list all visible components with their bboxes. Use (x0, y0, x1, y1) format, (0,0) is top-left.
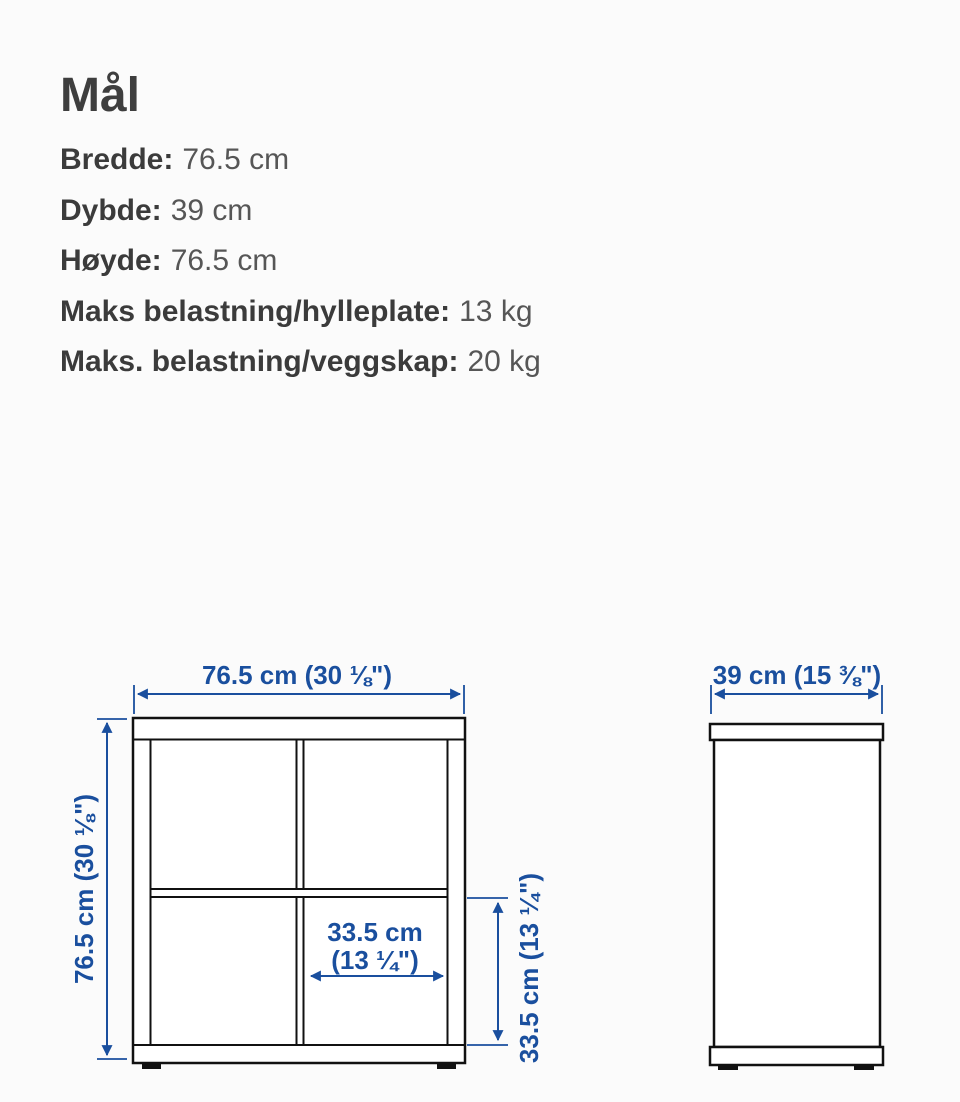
spec-value: 20 kg (467, 345, 541, 378)
inner-height-label: 33.5 cm (13 ¼") (514, 872, 544, 1064)
front-height-dimension (69, 719, 127, 1059)
side-top-panel (710, 724, 883, 740)
side-plinth (710, 1047, 883, 1065)
spec-label: Dybde: (60, 193, 162, 227)
spec-value: 13 kg (459, 294, 533, 328)
front-left-foot (142, 1063, 161, 1069)
page-title: Mål (60, 69, 141, 123)
spec-label: Bredde: (60, 143, 174, 176)
front-width-dimension (134, 660, 464, 714)
front-outer-frame (133, 718, 465, 1063)
spec-value: 76.5 cm (170, 244, 278, 277)
inner-height-dimension (467, 873, 544, 1063)
inner-width-label-line1: 33.5 cm (327, 917, 423, 947)
spec-value: 76.5 cm (182, 143, 290, 176)
spec-label: Maks. belastning/veggskap: (60, 345, 459, 378)
front-height-label: 76.5 cm (30 ⅛") (69, 793, 99, 985)
inner-width-label-line2: (13 ¼") (331, 945, 419, 975)
spec-label: Maks belastning/hylleplate: (60, 294, 451, 328)
side-right-foot (854, 1065, 874, 1070)
side-depth-dimension (711, 660, 882, 714)
side-view (710, 724, 883, 1070)
front-right-foot (437, 1063, 456, 1069)
spec-label: Høyde: (60, 244, 162, 277)
side-left-foot (718, 1065, 738, 1070)
side-body (714, 740, 880, 1047)
front-width-label: 76.5 cm (30 ⅛") (201, 660, 393, 690)
side-depth-label: 39 cm (15 ⅜") (712, 660, 882, 690)
front-view (133, 718, 465, 1069)
spec-value: 39 cm (170, 193, 253, 227)
